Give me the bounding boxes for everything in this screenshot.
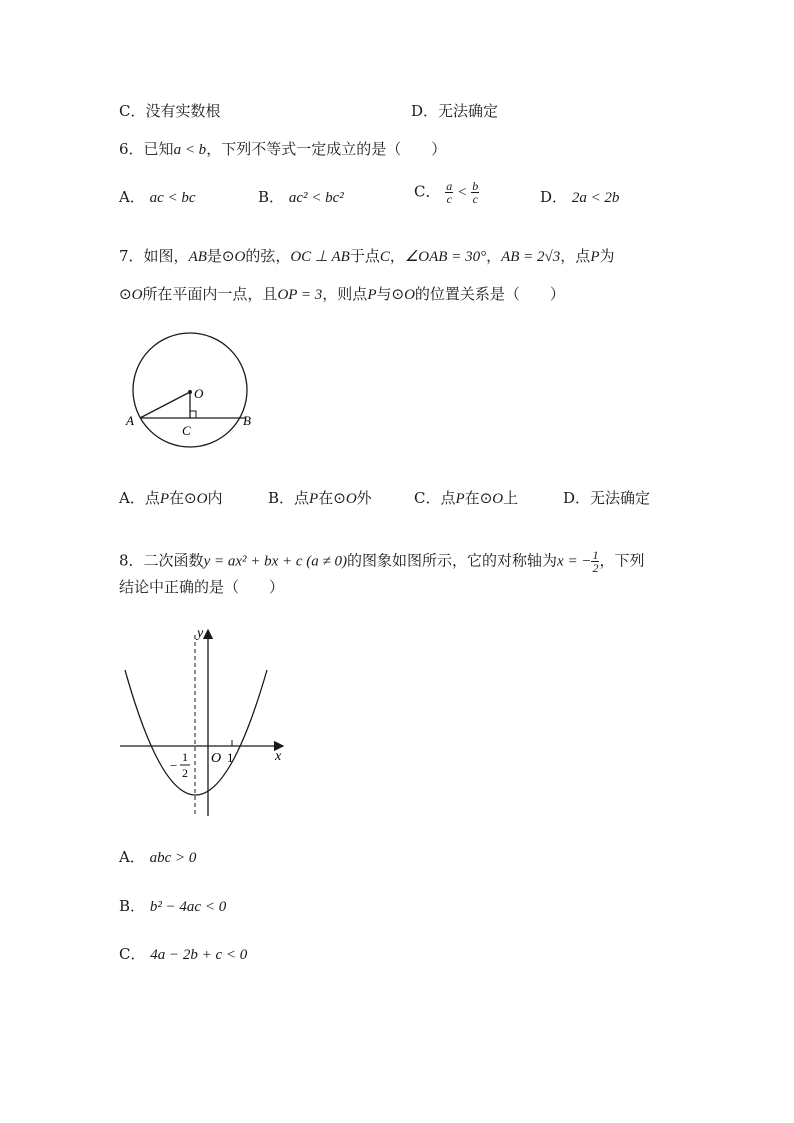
label-b: B: [243, 413, 251, 428]
option-text: 点: [440, 489, 456, 507]
circle-dot-icon: ⊙: [119, 285, 132, 303]
option-label: B．: [119, 897, 146, 915]
question-number: 6．: [119, 140, 144, 158]
math-axis-eq: x = −: [557, 553, 592, 570]
q6-option-d: [540, 186, 619, 207]
denominator: 2: [592, 561, 599, 575]
stem-text: ，点: [560, 247, 591, 265]
label-minus: −: [170, 758, 178, 773]
label-one: 1: [227, 750, 234, 765]
numerator: b: [472, 179, 479, 193]
option-text: 点: [144, 489, 160, 507]
math-condition: a < b: [173, 142, 207, 158]
option-math: ac < bc: [149, 190, 196, 206]
math-p: P: [159, 491, 170, 507]
math-o: O: [196, 491, 208, 507]
fraction-a-over-c: [445, 180, 453, 205]
circle-dot-icon: ⊙: [479, 489, 493, 507]
option-label: D．: [563, 489, 591, 507]
q8-option-a: [119, 846, 196, 867]
math-p: P: [309, 491, 319, 507]
option-math: 2a < 2b: [571, 190, 620, 206]
denominator: c: [472, 192, 478, 206]
option-math: 4a − 2b + c < 0: [150, 947, 248, 963]
option-math: abc > 0: [149, 850, 197, 866]
option-text: 点: [294, 489, 310, 507]
label-x: x: [275, 749, 282, 764]
stem-text: ，下列不等式一定成立的是（ ）: [206, 140, 447, 158]
q5-option-d: [411, 100, 498, 121]
label-y: y: [197, 626, 204, 641]
q7-option-a: [119, 487, 222, 508]
stem-text: ，则点: [322, 285, 368, 303]
option-text: 在: [169, 489, 185, 507]
stem-text: 的弦，: [245, 247, 291, 265]
circle-dot-icon: ⊙: [333, 489, 346, 507]
option-text: 内: [207, 489, 223, 507]
q7-stem-line2: [119, 283, 565, 304]
math-angle: ∠OAB = 30°: [404, 249, 487, 265]
option-label: A．: [119, 489, 145, 507]
q8-parabola-figure: [115, 620, 295, 820]
math-o: O: [345, 491, 357, 507]
label-c: C: [182, 423, 191, 438]
stem-text: 的位置关系是（ ）: [414, 285, 565, 303]
fraction-b-over-c: [471, 180, 479, 205]
circle-dot-icon: ⊙: [184, 489, 197, 507]
label-half-denominator: 2: [182, 766, 188, 780]
stem-text: ，: [389, 247, 405, 265]
circle-dot-icon: ⊙: [221, 247, 235, 265]
less-than: <: [458, 184, 467, 201]
option-text: 外: [356, 489, 372, 507]
q5-option-c: [119, 100, 221, 121]
q7-stem-line1: [119, 245, 615, 266]
question-number: 8．: [119, 551, 144, 570]
option-label: D．: [411, 102, 439, 120]
label-a: A: [126, 413, 134, 428]
center-point: [188, 390, 192, 394]
numerator: a: [446, 179, 453, 193]
stem-text: 的图象如图所示，它的对称轴为: [347, 551, 558, 570]
option-math: ac² < bc²: [288, 190, 344, 206]
option-math: b² − 4ac < 0: [149, 899, 227, 915]
option-text: 在: [318, 489, 334, 507]
option-text: 上: [503, 489, 519, 507]
option-label: C．: [119, 102, 146, 120]
stem-text: 二次函数: [143, 551, 204, 570]
math-o: O: [234, 249, 246, 265]
denominator: c: [446, 192, 452, 206]
option-label: C．: [414, 489, 441, 507]
option-text: 没有实数根: [145, 102, 221, 120]
q7-option-b: [268, 487, 372, 508]
math-o: O: [492, 491, 504, 507]
q8-stem-line2: [119, 576, 284, 597]
math-perp: OC ⊥ AB: [290, 249, 350, 265]
option-text: 无法确定: [438, 102, 499, 120]
q7-circle-figure: [120, 330, 260, 450]
segment-oa: [140, 392, 190, 418]
stem-text: 结论中正确的是（ ）: [119, 578, 285, 596]
math-ab-eq: AB = 2√3: [501, 249, 561, 265]
math-o: O: [131, 287, 143, 303]
q6-option-a: [119, 186, 196, 207]
option-label: B．: [268, 489, 295, 507]
option-label: A．: [119, 848, 145, 866]
q6-option-b: [258, 186, 344, 207]
stem-text: 如图，: [143, 247, 189, 265]
math-c: C: [379, 249, 390, 265]
parabola-curve: [125, 670, 267, 795]
math-function: y = ax² + bx + c (a ≠ 0): [203, 553, 348, 570]
stem-text: 是: [206, 247, 222, 265]
numerator: 1: [592, 548, 599, 562]
q6-option-c: [414, 180, 479, 205]
option-text: 无法确定: [590, 489, 651, 507]
stem-text: 为: [599, 247, 615, 265]
option-label: C．: [119, 945, 146, 963]
q7-option-c: [414, 487, 518, 508]
stem-text: 已知: [143, 140, 174, 158]
label-o: O: [194, 386, 204, 401]
q8-option-b: [119, 895, 226, 916]
question-number: 7．: [119, 247, 144, 265]
right-angle-mark: [190, 411, 196, 418]
q7-option-d: [563, 487, 650, 508]
q8-stem-line1: [119, 549, 644, 574]
math-o: O: [404, 287, 415, 303]
option-label: B．: [258, 188, 285, 206]
circle-dot-icon: ⊙: [391, 285, 405, 303]
option-label: A．: [119, 188, 145, 206]
math-p: P: [367, 287, 377, 303]
q6-stem: [119, 138, 446, 159]
label-half-numerator: 1: [182, 750, 188, 764]
math-ab: AB: [188, 249, 207, 265]
option-text: 在: [464, 489, 480, 507]
option-label: D．: [540, 188, 568, 206]
math-op: OP = 3: [277, 287, 323, 303]
q8-option-c: [119, 943, 247, 964]
stem-text: 所在平面内一点，且: [142, 285, 278, 303]
label-o: O: [211, 751, 222, 766]
option-label: C．: [414, 182, 441, 201]
stem-text: ，下列: [599, 551, 645, 570]
stem-text: 与: [376, 285, 392, 303]
stem-text: 于点: [349, 247, 380, 265]
math-p: P: [590, 249, 600, 265]
math-p: P: [455, 491, 465, 507]
stem-text: ，: [486, 247, 502, 265]
